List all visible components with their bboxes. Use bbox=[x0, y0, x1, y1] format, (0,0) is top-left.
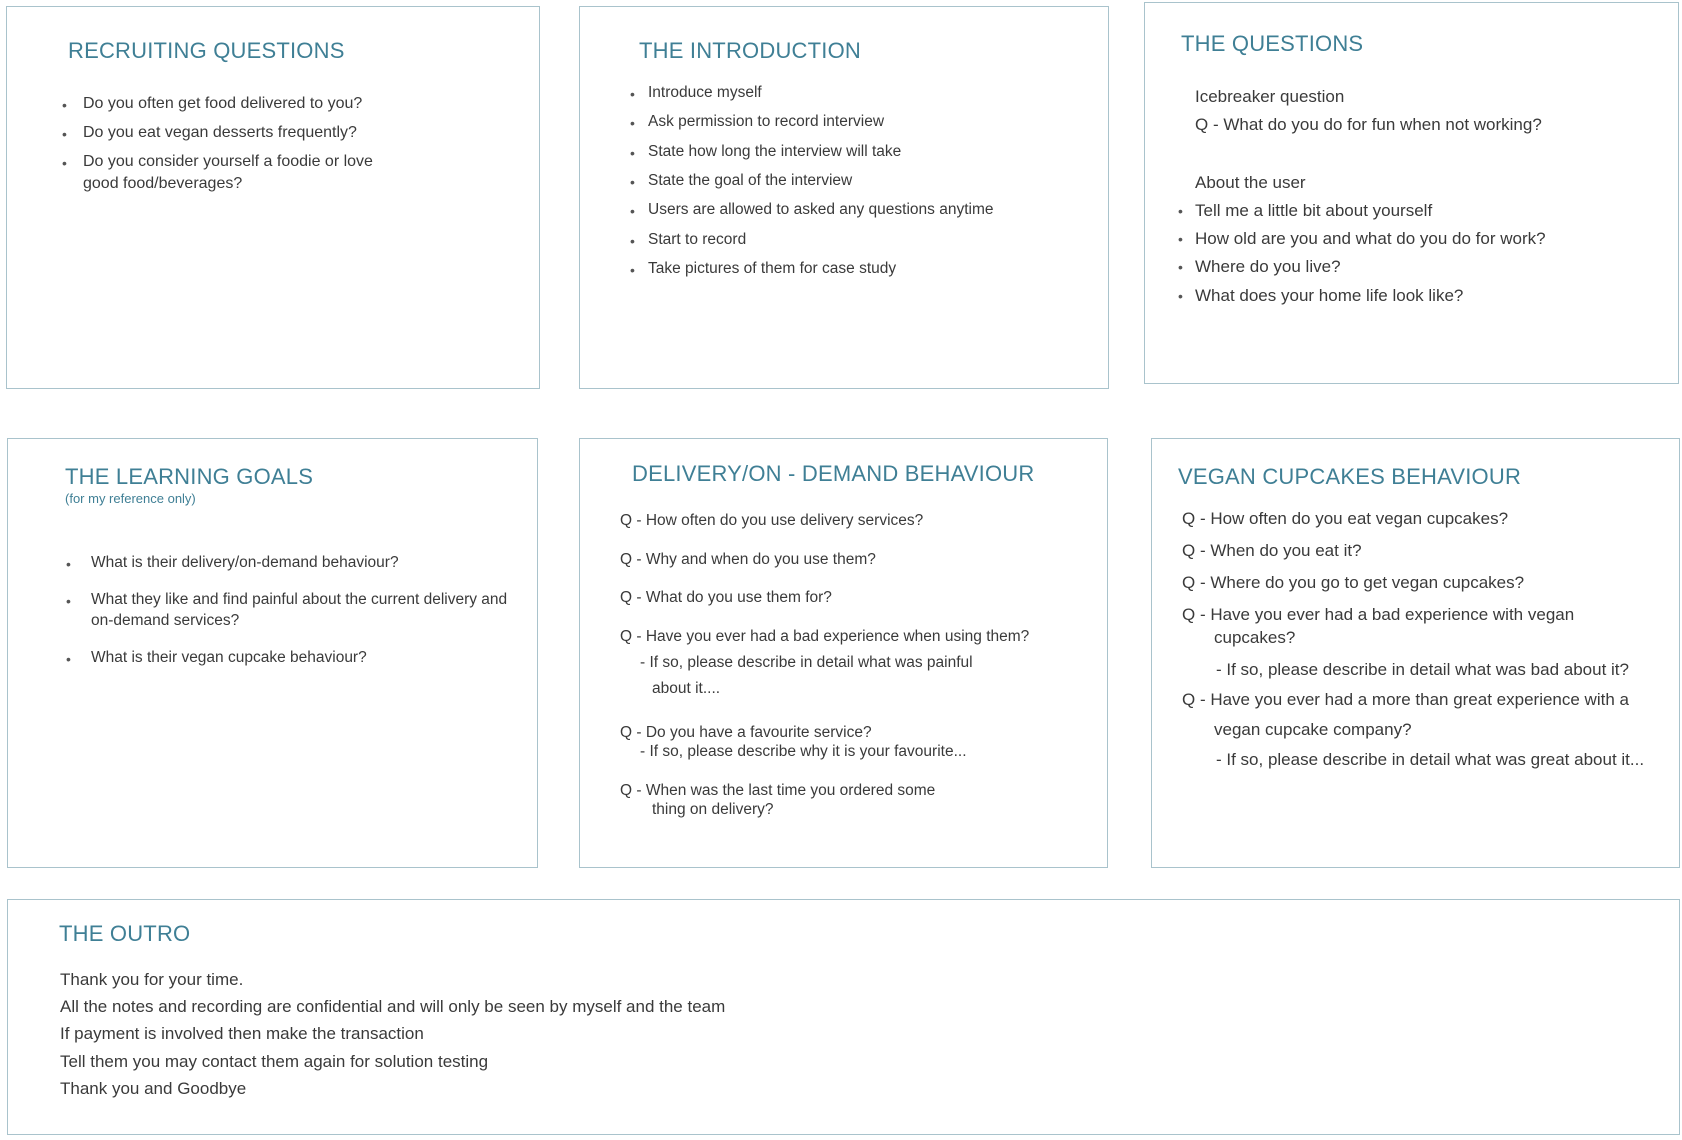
outro-line-1: Thank you for your time. bbox=[60, 970, 244, 989]
bullet-icon: • bbox=[1178, 288, 1183, 304]
learning-goals-subtitle: (for my reference only) bbox=[65, 491, 196, 506]
icebreaker-label: Icebreaker question bbox=[1195, 87, 1345, 106]
cupcakes-line-4: Q - Have you ever had a bad experience with vegan bbox=[1182, 605, 1575, 624]
delivery-line-7: Q - Do you have a favourite service? bbox=[620, 724, 872, 741]
introduction-item-7: Take pictures of them for case study bbox=[648, 260, 897, 277]
bullet-icon: • bbox=[630, 203, 635, 219]
outro-line-2: All the notes and recording are confidential and will only be seen by myself and the team bbox=[60, 997, 726, 1016]
learning-goal-3: What is their vegan cupcake behaviour? bbox=[91, 649, 367, 666]
questions-item-2: How old are you and what do you do for work? bbox=[1195, 229, 1546, 248]
bullet-icon: • bbox=[630, 145, 635, 161]
introduction-item-1: Introduce myself bbox=[648, 84, 762, 101]
delivery-line-6: about it.... bbox=[652, 680, 721, 697]
recruiting-questions-title: RECRUITING QUESTIONS bbox=[68, 38, 345, 63]
vegan-cupcakes-title: VEGAN CUPCAKES BEHAVIOUR bbox=[1178, 464, 1522, 489]
questions-title: THE QUESTIONS bbox=[1181, 31, 1364, 56]
introduction-title: THE INTRODUCTION bbox=[639, 38, 861, 63]
recruiting-questions-card bbox=[6, 6, 540, 389]
delivery-line-2: Q - Why and when do you use them? bbox=[620, 551, 876, 568]
vegan-cupcakes-card bbox=[1151, 438, 1680, 868]
cupcakes-line-6: - If so, please describe in detail what was bad about it? bbox=[1216, 660, 1629, 679]
outro-line-5: Thank you and Goodbye bbox=[60, 1079, 247, 1098]
learning-goals-title: THE LEARNING GOALS bbox=[65, 464, 314, 489]
outro-card bbox=[7, 899, 1680, 1135]
bullet-icon: • bbox=[1178, 203, 1183, 219]
delivery-line-1: Q - How often do you use delivery services? bbox=[620, 512, 924, 529]
introduction-item-4: State the goal of the interview bbox=[648, 172, 853, 189]
cupcakes-line-8: vegan cupcake company? bbox=[1214, 720, 1412, 739]
bullet-icon: • bbox=[630, 86, 635, 102]
questions-item-4: What does your home life look like? bbox=[1195, 286, 1464, 305]
bullet-icon: • bbox=[66, 593, 71, 609]
recruiting-item-2: Do you eat vegan desserts frequently? bbox=[83, 124, 357, 141]
bullet-icon: • bbox=[1178, 259, 1183, 275]
introduction-item-2: Ask permission to record interview bbox=[648, 113, 885, 130]
outro-line-3: If payment is involved then make the transaction bbox=[60, 1024, 424, 1043]
bullet-icon: • bbox=[66, 651, 71, 667]
learning-goal-2-cont: on-demand services? bbox=[91, 612, 240, 629]
introduction-item-6: Start to record bbox=[648, 231, 747, 248]
delivery-line-3: Q - What do you use them for? bbox=[620, 589, 832, 606]
bullet-icon: • bbox=[630, 262, 635, 278]
bullet-icon: • bbox=[630, 174, 635, 190]
learning-goal-2: What they like and find painful about the current delivery and bbox=[91, 591, 508, 608]
outro-title: THE OUTRO bbox=[59, 921, 191, 946]
cupcakes-line-3: Q - Where do you go to get vegan cupcakes? bbox=[1182, 573, 1525, 592]
bullet-icon: • bbox=[62, 155, 67, 171]
recruiting-item-3-cont: good food/beverages? bbox=[83, 175, 243, 192]
learning-goals-card bbox=[7, 438, 538, 868]
introduction-item-3: State how long the interview will take bbox=[648, 143, 902, 160]
questions-item-3: Where do you live? bbox=[1195, 257, 1341, 276]
cupcakes-line-7: Q - Have you ever had a more than great experience with a bbox=[1182, 690, 1629, 709]
delivery-line-5: - If so, please describe in detail what was painful bbox=[640, 654, 973, 671]
recruiting-item-3: Do you consider yourself a foodie or love bbox=[83, 153, 373, 170]
outro-line-4: Tell them you may contact them again for solution testing bbox=[60, 1052, 489, 1071]
introduction-item-5: Users are allowed to asked any questions anytime bbox=[648, 201, 994, 218]
cupcakes-line-5: cupcakes? bbox=[1214, 628, 1296, 647]
learning-goal-1: What is their delivery/on-demand behaviour? bbox=[91, 554, 399, 571]
bullet-icon: • bbox=[62, 97, 67, 113]
delivery-line-9: Q - When was the last time you ordered some bbox=[620, 782, 936, 799]
cupcakes-line-9: - If so, please describe in detail what was great about it... bbox=[1216, 750, 1645, 769]
bullet-icon: • bbox=[62, 126, 67, 142]
cupcakes-line-2: Q - When do you eat it? bbox=[1182, 541, 1362, 560]
icebreaker-question: Q - What do you do for fun when not working? bbox=[1195, 115, 1542, 134]
questions-card bbox=[1144, 2, 1679, 384]
questions-item-1: Tell me a little bit about yourself bbox=[1195, 201, 1433, 220]
delivery-behaviour-card bbox=[579, 438, 1108, 868]
delivery-line-4: Q - Have you ever had a bad experience when using them? bbox=[620, 628, 1030, 645]
delivery-behaviour-title: DELIVERY/ON - DEMAND BEHAVIOUR bbox=[632, 461, 1035, 486]
bullet-icon: • bbox=[1178, 231, 1183, 247]
delivery-line-10: thing on delivery? bbox=[652, 801, 774, 818]
bullet-icon: • bbox=[630, 115, 635, 131]
recruiting-item-1: Do you often get food delivered to you? bbox=[83, 95, 363, 112]
delivery-line-8: - If so, please describe why it is your favourite... bbox=[640, 743, 967, 760]
introduction-card bbox=[579, 6, 1109, 389]
bullet-icon: • bbox=[630, 233, 635, 249]
about-user-label: About the user bbox=[1195, 173, 1306, 192]
bullet-icon: • bbox=[66, 556, 71, 572]
cupcakes-line-1: Q - How often do you eat vegan cupcakes? bbox=[1182, 509, 1509, 528]
